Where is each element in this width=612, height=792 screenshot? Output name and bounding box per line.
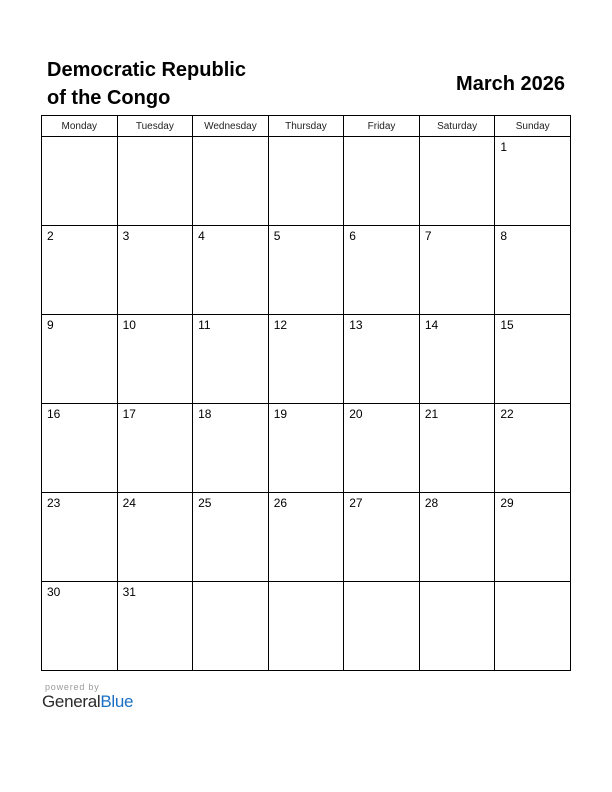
week-row: [42, 493, 571, 582]
weekday-header: Friday: [344, 116, 420, 137]
day-number: 14: [424, 318, 439, 332]
day-number: 16: [47, 407, 61, 421]
day-cell: [117, 137, 193, 226]
day-cell: [419, 315, 495, 404]
weekday-header: Tuesday: [117, 116, 193, 137]
day-number: 25: [198, 496, 212, 510]
brand-blue-text: Blue: [100, 692, 134, 711]
day-number: 1: [500, 140, 508, 154]
day-cell: [495, 137, 571, 226]
day-number: 24: [122, 496, 136, 510]
day-number: [42, 137, 117, 140]
day-number: 9: [47, 318, 54, 332]
day-cell: [495, 404, 571, 493]
day-cell: [268, 404, 344, 493]
day-number: 20: [349, 407, 363, 421]
powered-by-label: powered by: [45, 682, 100, 692]
week-row: [42, 582, 571, 671]
week-row: [42, 315, 571, 404]
day-cell: [117, 315, 193, 404]
day-cell: [117, 582, 193, 671]
day-number: 18: [198, 407, 212, 421]
week-row: [42, 137, 571, 226]
day-cell: [268, 315, 344, 404]
day-number: 3: [122, 229, 130, 243]
day-cell: [419, 137, 495, 226]
day-cell: [419, 582, 495, 671]
day-number: [193, 137, 268, 140]
day-cell: [268, 137, 344, 226]
day-number: [344, 137, 419, 140]
page-title: [47, 56, 307, 112]
day-number: [344, 582, 419, 585]
day-number: 8: [500, 229, 508, 243]
day-cell: [193, 582, 269, 671]
day-number: 31: [122, 585, 136, 599]
day-cell: [42, 404, 118, 493]
day-number: 5: [273, 229, 281, 243]
weekday-header: Sunday: [495, 116, 571, 137]
day-cell: [495, 226, 571, 315]
day-cell: [117, 493, 193, 582]
day-cell: [344, 137, 420, 226]
day-number: 22: [500, 407, 514, 421]
day-number: 19: [273, 407, 288, 421]
day-number: 15: [500, 318, 514, 332]
day-number: [420, 137, 495, 140]
day-number: 12: [273, 318, 288, 332]
month-year-title: March 2026: [456, 73, 565, 95]
day-number: 10: [122, 318, 136, 332]
generalblue-logo[interactable]: [42, 692, 133, 712]
week-row: [42, 226, 571, 315]
day-number: [269, 137, 344, 140]
day-number: [118, 137, 193, 140]
day-number: 17: [122, 407, 136, 421]
day-number: 27: [349, 496, 363, 510]
day-cell: [344, 493, 420, 582]
day-cell: [42, 137, 118, 226]
day-number: 28: [424, 496, 439, 510]
day-cell: [193, 315, 269, 404]
weekday-header: Wednesday: [193, 116, 269, 137]
day-number: 23: [47, 496, 61, 510]
day-number: [269, 582, 344, 585]
day-number: 4: [198, 229, 205, 243]
day-number: 30: [47, 585, 61, 599]
day-cell: [268, 493, 344, 582]
day-cell: [42, 493, 118, 582]
country-name-line-1: Democratic Republic: [47, 59, 246, 81]
day-number: [193, 582, 268, 585]
day-number: 29: [500, 496, 514, 510]
day-cell: [419, 226, 495, 315]
day-cell: [42, 315, 118, 404]
weekday-header: Thursday: [268, 116, 344, 137]
day-number: 6: [349, 229, 356, 243]
week-row: [42, 404, 571, 493]
day-cell: [42, 582, 118, 671]
day-number: 7: [424, 229, 432, 243]
day-cell: [344, 226, 420, 315]
day-cell: [193, 226, 269, 315]
country-name-line-2: of the Congo: [47, 87, 171, 109]
day-cell: [344, 315, 420, 404]
day-cell: [117, 404, 193, 493]
day-cell: [495, 315, 571, 404]
day-cell: [495, 493, 571, 582]
calendar-grid: [41, 115, 571, 671]
day-number: [495, 582, 570, 585]
day-number: 21: [424, 407, 439, 421]
day-number: [420, 582, 495, 585]
weekday-header-row: [42, 116, 571, 137]
day-cell: [268, 582, 344, 671]
day-cell: [193, 137, 269, 226]
day-cell: [193, 493, 269, 582]
day-number: 26: [273, 496, 288, 510]
day-cell: [42, 226, 118, 315]
day-cell: [344, 582, 420, 671]
day-cell: [419, 493, 495, 582]
day-cell: [344, 404, 420, 493]
day-cell: [268, 226, 344, 315]
weekday-header: Saturday: [419, 116, 495, 137]
day-cell: [495, 582, 571, 671]
day-number: 2: [47, 229, 54, 243]
day-cell: [193, 404, 269, 493]
brand-general-text: General: [42, 692, 101, 711]
day-cell: [117, 226, 193, 315]
weekday-header: Monday: [42, 116, 118, 137]
day-number: 13: [349, 318, 363, 332]
day-cell: [419, 404, 495, 493]
day-number: 11: [198, 318, 211, 332]
